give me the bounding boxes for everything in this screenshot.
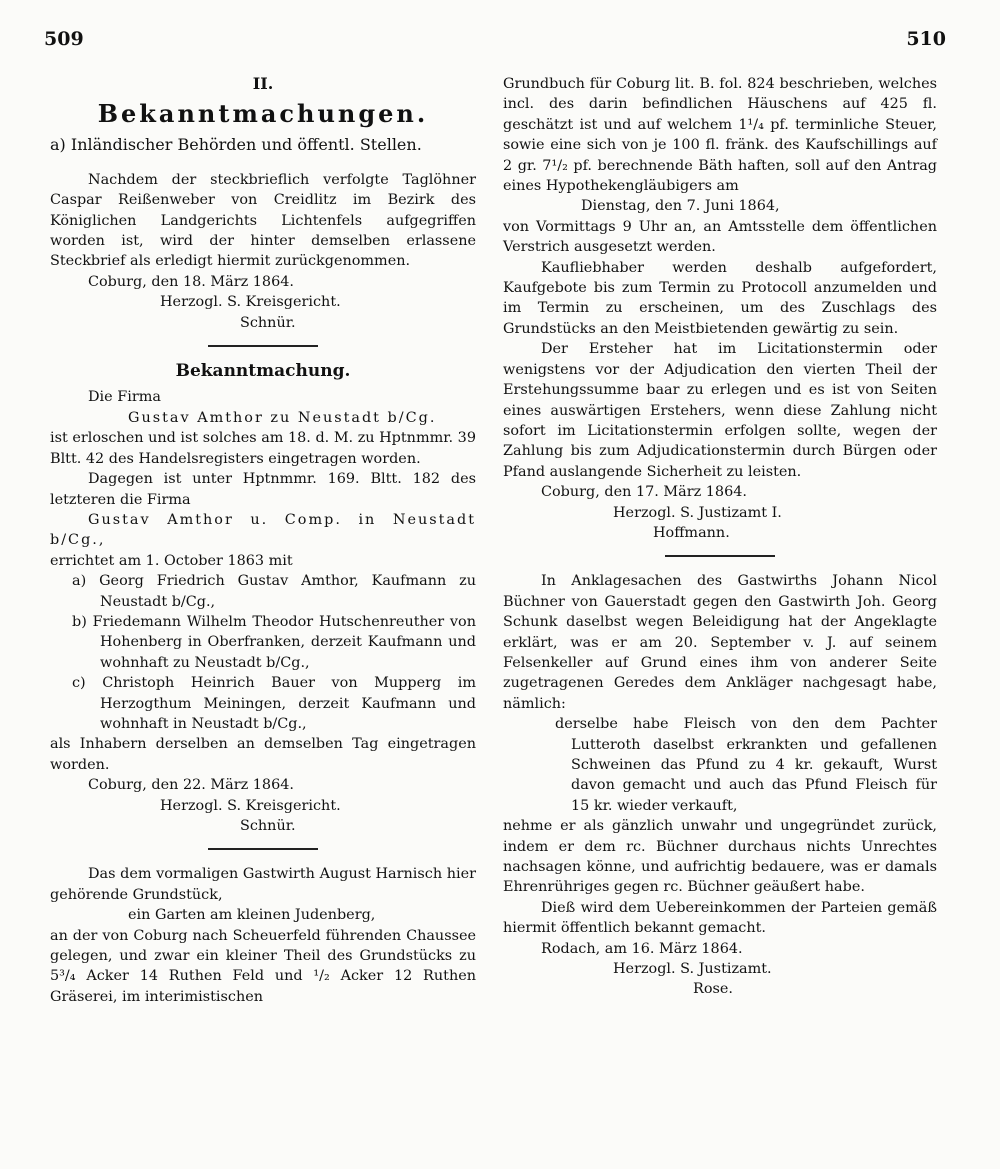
notice-signature: Rose. — [693, 981, 733, 998]
notice-text: Kaufliebhaber werden deshalb aufgefordert, Kaufgebote bis zum Termin zu Protocoll anzumelden und im Termin zu erscheinen, um des Zuschlags des Grundstücks an den Meistbietenden gewärtig zu sein. — [503, 259, 937, 337]
notice-text: Das dem vormaligen Gastwirth August Harnisch hier gehörende Grundstück, — [50, 866, 476, 903]
page-number-left: 509 — [44, 28, 84, 50]
notice-text: nehme er als gänzlich unwahr und ungegründet zurück, indem er dem rc. Büchner durchaus nichts Unrechtes nachsagen könne, und aufrichtig bedauere, was er damals Ehrenrühriges gegen rc. Büchner geäußert habe. — [503, 818, 937, 896]
section-number: II. — [252, 74, 274, 93]
notice-text: Nachdem der steckbrieflich verfolgte Taglöhner Caspar Reißenweber von Creidlitz im Bezirk des Königlichen Landgerichts Lichtenfels aufgegriffen worden ist, wird der hinter demselben erlassene Steckbrief als erledigt hiermit zurückgenommen. — [50, 171, 476, 270]
quoted-statement: derselbe habe Fleisch von den dem Pachter Lutteroth daselbst erkrankten und gefallenen Schweinen das Pfund zu 4 kr. gekauft, Wurst davon gemacht und auch das Pfund Fleisch für 15 kr. wieder verkauft, — [555, 716, 937, 814]
notice-place-date: Coburg, den 17. März 1864. — [541, 484, 747, 501]
auction-date: Dienstag, den 7. Juni 1864, — [581, 198, 780, 215]
notice-place-date: Coburg, den 22. März 1864. — [88, 777, 294, 794]
owner-list — [50, 571, 476, 734]
separator-rule — [665, 555, 775, 557]
right-column — [503, 74, 937, 1000]
list-item: b) Friedemann Wilhelm Theodor Hutschenreuther von Hohenberg in Oberfranken, derzeit Kaufmann und wohnhaft zu Neustadt b/Cg., — [72, 613, 476, 671]
notice-text: ein Garten am kleinen Judenberg, — [128, 907, 376, 924]
notice-text: Der Ersteher hat im Licitationstermin oder wenigstens vor der Adjudication den vierten Theil der Erstehungssumme baar zu erlegen und es ist von Seiten eines auswärtigen Erstehers, wenn diese Zahlung nicht sofort im Licitationstermin erfolgen sollte, wegen der Zahlung bis zum Adjudicationstermin durch Bürgen oder Pfand auslangende Sicherheit zu leisten. — [503, 341, 937, 480]
left-column — [50, 74, 476, 1007]
notice-authority: Herzogl. S. Justizamt I. — [613, 504, 782, 521]
notice-text: In Anklagesachen des Gastwirths Johann Nicol Büchner von Gauerstadt gegen den Gastwirth Joh. Georg Schunk daselbst wegen Beleidigung hat der Angeklagte erklärt, was er am 20. September v. J. auf seinem Felsenkeller auf Grund eines ihm von anderer Seite zugetragenen Geredes dem Ankläger nachgesagt habe, nämlich: — [503, 573, 937, 712]
notice-authority: Herzogl. S. Kreisgericht. — [160, 797, 341, 814]
firm-name: Gustav Amthor zu Neustadt b/Cg. — [128, 409, 437, 426]
notice-text: errichtet am 1. October 1863 mit — [50, 552, 293, 569]
notice-text: von Vormittags 9 Uhr an, an Amtsstelle dem öffentlichen Verstrich ausgesetzt werden. — [503, 218, 937, 256]
notice-place-date: Rodach, am 16. März 1864. — [541, 940, 743, 957]
firm-name: Gustav Amthor u. Comp. in Neustadt b/Cg., — [50, 511, 476, 549]
page-number-right: 510 — [906, 28, 946, 50]
section-heading: Bekanntmachungen. — [97, 99, 429, 129]
separator-rule — [208, 345, 318, 347]
list-item: c) Christoph Heinrich Bauer von Mupperg im Herzogthum Meiningen, derzeit Kaufmann und wohnhaft in Neustadt b/Cg., — [72, 675, 476, 732]
separator-rule — [208, 848, 318, 850]
notice-heading: Bekanntmachung. — [175, 361, 351, 382]
notice-text: Dieß wird dem Uebereinkommen der Parteien gemäß hiermit öffentlich bekannt gemacht. — [503, 899, 937, 937]
notice-text: Die Firma — [88, 389, 161, 406]
notice-authority: Herzogl. S. Kreisgericht. — [160, 294, 341, 311]
notice-signature: Hoffmann. — [653, 524, 730, 541]
list-item: a) Georg Friedrich Gustav Amthor, Kaufmann zu Neustadt b/Cg., — [72, 573, 476, 610]
notice-text: Grundbuch für Coburg lit. B. fol. 824 beschrieben, welches incl. des darin befindlichen Häuschens auf 425 fl. geschätzt ist und auf welchem 1¹/₄ pf. terminliche Steuer, sowie eine sich von je 100 fl. fränk. des Kaufschillings auf 2 gr. 7¹/₂ pf. berechnende Bäth haften, soll auf den Antrag eines Hypothekengläubigers am — [503, 76, 937, 195]
notice-authority: Herzogl. S. Justizamt. — [613, 961, 772, 978]
notice-place-date: Coburg, den 18. März 1864. — [88, 273, 294, 290]
notice-text: an der von Coburg nach Scheuerfeld führenden Chaussee gelegen, und zwar ein kleiner Theil des Grundstücks zu 5³/₄ Acker 14 Ruthen Feld und ¹/₂ Acker 12 Ruthen Gräserei, im interimistischen — [50, 927, 476, 1005]
section-subheading: a) Inländischer Behörden und öffentl. Stellen. — [50, 135, 422, 155]
notice-signature: Schnür. — [240, 818, 296, 834]
notice-text: als Inhabern derselben an demselben Tag eingetragen worden. — [50, 736, 476, 773]
notice-signature: Schnür. — [240, 314, 296, 331]
notice-text: ist erloschen und ist solches am 18. d. M. zu Hptnmmr. 39 Bltt. 42 des Handelsregisters eingetragen worden. — [50, 430, 476, 467]
notice-text: Dagegen ist unter Hptnmmr. 169. Bltt. 182 des letzteren die Firma — [50, 471, 476, 508]
